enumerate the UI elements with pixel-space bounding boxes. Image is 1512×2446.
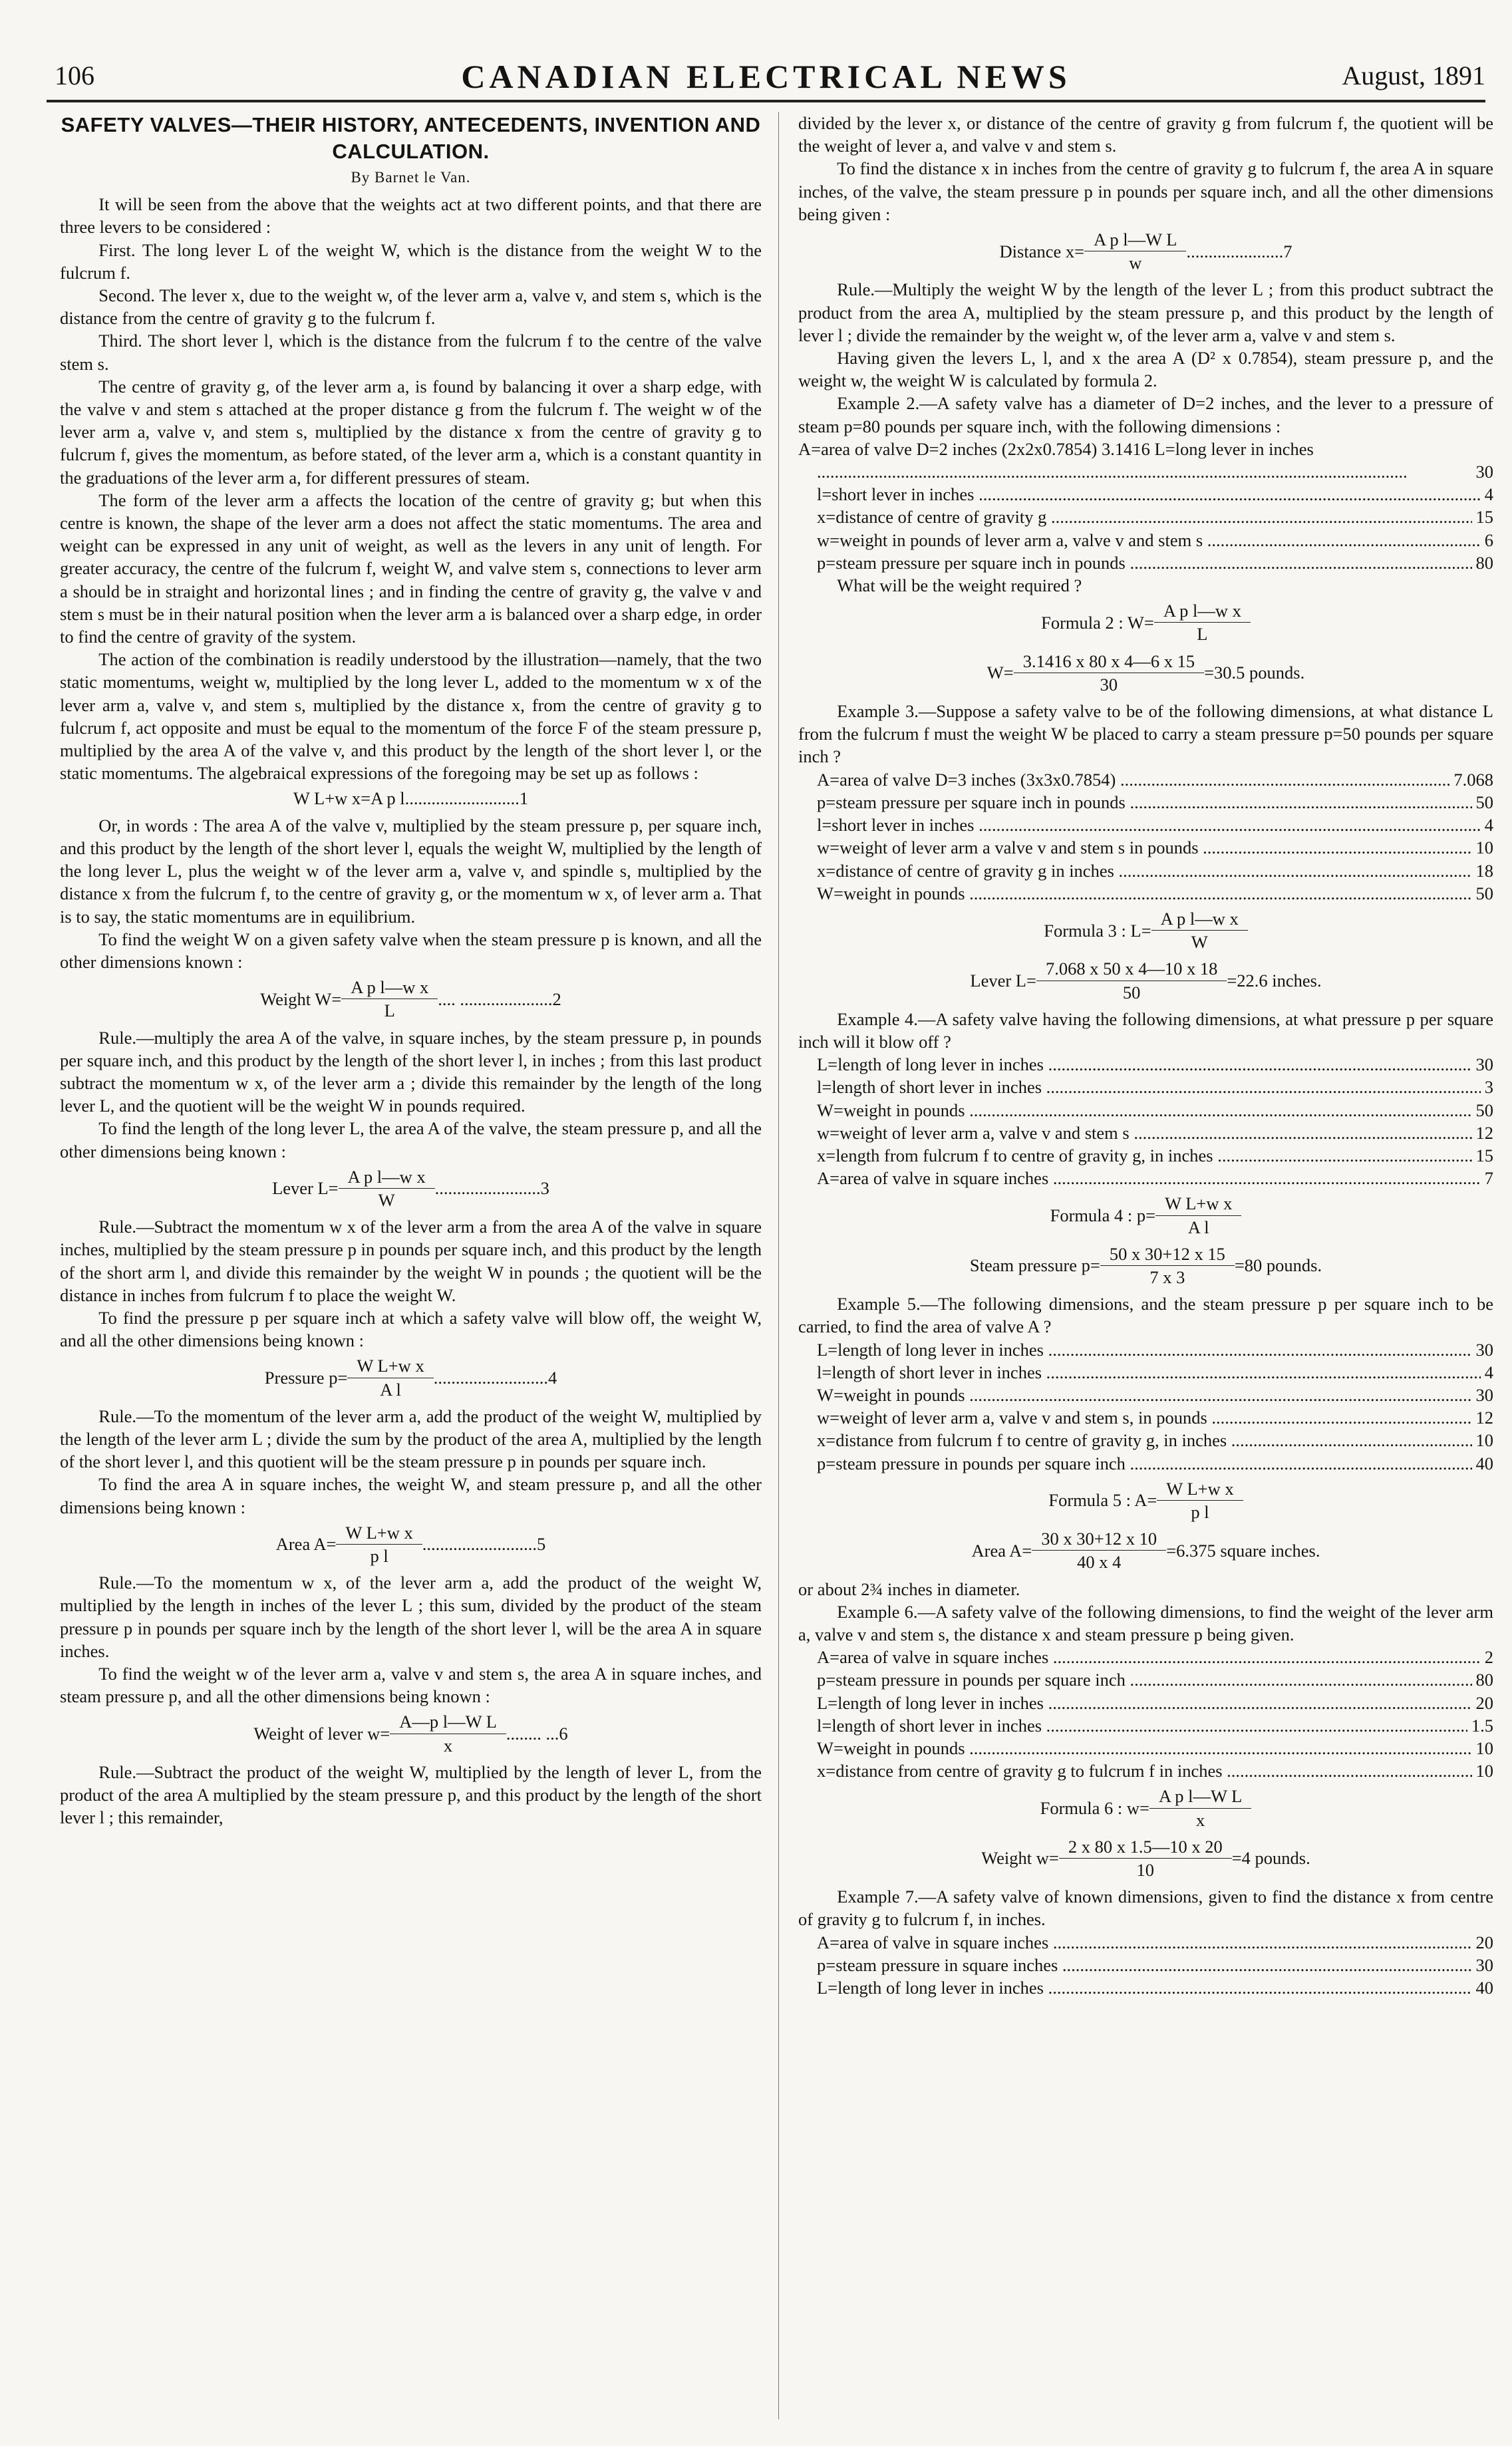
dimension-row xyxy=(798,882,1493,905)
formula-trail: =22.6 inches. xyxy=(1227,970,1322,991)
paragraph: To find the weight W on a given safety valve when the steam pressure p is known, and all the other dimensions known : xyxy=(60,929,762,972)
formula-lead: Weight w= xyxy=(981,1848,1059,1869)
dimension-label: w=weight in pounds of lever arm a, valve v and stem s ..... xyxy=(817,529,1481,551)
formula-trail: ......................7 xyxy=(1186,241,1292,261)
paragraph: Rule.—multiply the area A of the valve, in square inches, by the steam pressure p, in pounds per square inch, and this product by the length of the short lever l, in inches ; from this last product subtract the momentum w x, of the lever arm a ; divide this remainder by the length of the long lever L, and the quotient will be the weight W in pounds required. xyxy=(60,1027,762,1116)
paragraph: Having given the levers L, l, and x the area A (D² x 0.7854), steam pressure p, and the weight w, the weight W is calculated by formula 2. xyxy=(798,348,1493,391)
dimension-row xyxy=(798,814,1493,836)
dimension-row xyxy=(798,1384,1493,1406)
dimension-row xyxy=(798,1954,1493,1976)
dimension-row xyxy=(798,1144,1493,1167)
paragraph: Rule.—To the momentum of the lever arm a, add the product of the weight W, multiplied by the length of the lever arm L ; divide the sum by the product of the area A, multiplied by the length of the short lever l, and this quotient will be the steam pressure p in pounds per square inch. xyxy=(60,1406,762,1472)
dimension-value: 10 xyxy=(1475,1430,1493,1451)
fraction-numerator: W L+w x xyxy=(336,1521,422,1545)
dimension-label: l=length of short lever in inches ..... xyxy=(817,1076,1481,1098)
dimension-row xyxy=(798,529,1493,551)
formula-lead: Formula 4 : p= xyxy=(1050,1205,1156,1225)
dimension-label: p=steam pressure per square inch in pounds ..... xyxy=(817,551,1472,574)
formula-trail: =80 pounds. xyxy=(1234,1255,1322,1276)
dimension-value: 4 xyxy=(1484,815,1493,836)
formula xyxy=(798,1243,1493,1289)
fraction-numerator: A p l—w x xyxy=(339,1165,435,1189)
formula-lead: Area A= xyxy=(971,1540,1032,1561)
fraction-numerator: W L+w x xyxy=(1157,1477,1243,1501)
paragraph: Or, in words : The area A of the valve v, multiplied by the steam pressure p, per square inch, and this product by the length of the short lever l, equals the weight W, multiplied by the length of the long lever L, plus the weight w of the lever arm a, valve v, and spindle s, multiplied by the distance x from the fulcrum f, to the centre of gravity g, or the momentum w x, of lever arm a. That is to say, the static momentums are in equilibrium. xyxy=(60,815,762,927)
fraction xyxy=(341,976,438,1022)
fraction-numerator: 7.068 x 50 x 4—10 x 18 xyxy=(1036,957,1227,981)
dimension-row xyxy=(798,1167,1493,1189)
fraction xyxy=(390,1710,506,1756)
fraction-numerator: W L+w x xyxy=(347,1354,433,1378)
formula xyxy=(798,1192,1493,1238)
paragraph: A=area of valve D=2 inches (2x2x0.7854) 3.1416 L=long lever in inches xyxy=(798,438,1314,459)
fraction-numerator: 30 x 30+12 x 10 xyxy=(1032,1527,1166,1551)
fraction-denominator: A l xyxy=(1187,1217,1209,1237)
dimension-value: 4 xyxy=(1484,484,1493,505)
dimension-label: p=steam pressure in square inches ..... xyxy=(817,1954,1472,1976)
formula-lead: Pressure p= xyxy=(264,1367,348,1388)
fraction-denominator: p l xyxy=(1191,1501,1209,1522)
dimension-value: 15 xyxy=(1475,507,1493,528)
paragraph: Second. The lever x, due to the weight w, of the lever arm a, valve v, and stem s, which is the distance from the centre of gravity g to the fulcrum f. xyxy=(60,285,762,329)
masthead xyxy=(47,57,1485,100)
dimension-label: L=length of long lever in inches ..... xyxy=(817,1692,1472,1714)
dimension-value: 30 xyxy=(1475,462,1493,482)
formula xyxy=(60,1165,762,1211)
dimension-label: x=distance of centre of gravity g ..... xyxy=(817,506,1472,528)
fraction-numerator: A p l—W L xyxy=(1149,1785,1251,1808)
dimension-row xyxy=(798,1122,1493,1144)
fraction xyxy=(336,1521,422,1567)
dimension-value: 50 xyxy=(1475,1100,1493,1120)
paragraph: The centre of gravity g, of the lever arm a, is found by balancing it over a sharp edge, with the valve v and stem s attached at the proper distance g from the fulcrum f. The weight w of the lever arm a, valve v, and stem s, multiplied by the distance x from the centre of gravity g to fulcrum f, gives the momentum, as before stated, of the lever arm a, which is a constant quantity in the graduations of the lever arm a, for different pressures of steam. xyxy=(60,376,762,488)
fraction-numerator: A p l—w x xyxy=(341,976,438,999)
fraction-denominator: w xyxy=(1129,253,1142,273)
fraction-numerator: A p l—W L xyxy=(1084,228,1186,251)
dimension-value: 3 xyxy=(1484,1077,1493,1098)
formula-trail: ........ ...6 xyxy=(506,1724,568,1744)
paragraph: or about 2¾ inches in diameter. xyxy=(798,1579,1020,1599)
paragraph: Rule.—Subtract the momentum w x of the lever arm a from the area A of the valve in square inches, multiplied by the steam pressure p in pounds per square inch, and this product by the length of the short arm l, and divide this remainder by the weight W in pounds ; the quotient will be the distance in inches from fulcrum f to place the weight W. xyxy=(60,1217,762,1305)
formula xyxy=(798,1477,1493,1523)
dimension-value: 12 xyxy=(1475,1122,1493,1143)
fraction-denominator: W xyxy=(1191,932,1208,953)
formula xyxy=(798,1785,1493,1831)
dimension-row xyxy=(798,1976,1493,1999)
dimension-row xyxy=(798,1737,1493,1759)
fraction-denominator: L xyxy=(1197,624,1208,645)
formula-lead: Formula 5 : A= xyxy=(1048,1490,1157,1511)
dimension-row xyxy=(798,1646,1493,1668)
formula-lead: Formula 3 : L= xyxy=(1044,920,1151,941)
paragraph: To find the pressure p per square inch at which a safety valve will blow off, the weight W, and all the other dimensions being known : xyxy=(60,1307,762,1351)
dimension-row xyxy=(798,1692,1493,1714)
paragraph: Example 3.—Suppose a safety valve to be of the following dimensions, at what distance L from the fulcrum f must the weight W be placed to carry a steam pressure p=50 pounds per square inch ? xyxy=(798,701,1493,767)
dimension-label: p=steam pressure per square inch in pounds ..... xyxy=(817,791,1472,814)
fraction xyxy=(339,1165,435,1211)
dimension-value: 20 xyxy=(1475,1692,1493,1713)
dimension-row xyxy=(798,768,1493,791)
dimension-label: L=length of long lever in inches ..... xyxy=(817,1053,1472,1076)
dimension-value: 15 xyxy=(1475,1145,1493,1165)
fraction-denominator: 10 xyxy=(1136,1860,1155,1881)
fraction-numerator: A p l—w x xyxy=(1151,907,1248,931)
dimension-label: w=weight of lever arm a, valve v and stem s, in pounds ..... xyxy=(817,1406,1472,1429)
dimension-label: l=length of short lever in inches ..... xyxy=(817,1714,1467,1737)
dimension-row xyxy=(798,1759,1493,1782)
fraction xyxy=(1100,1243,1235,1289)
paragraph: To find the distance x in inches from the centre of gravity g to fulcrum f, the area A in square inches, of the valve, the steam pressure p in pounds per square inch, and all the other dimensions being given : xyxy=(798,158,1493,224)
dimension-value: 7 xyxy=(1484,1168,1493,1189)
dimension-value: 30 xyxy=(1475,1054,1493,1075)
formula xyxy=(798,650,1493,696)
paragraph: To find the area A in square inches, the weight W, and steam pressure p, and all the other dimensions being known : xyxy=(60,1474,762,1517)
formula-lead: Formula 2 : W= xyxy=(1041,612,1154,633)
equation: W L+w x=A p l..........................1 xyxy=(293,788,529,809)
dimension-row xyxy=(798,1668,1493,1691)
dimension-row xyxy=(798,1406,1493,1429)
paragraph: Third. The short lever l, which is the distance from the fulcrum f to the centre of the valve stem s. xyxy=(60,331,762,374)
dimension-label: l=length of short lever in inches ..... xyxy=(817,1361,1481,1384)
dimension-value: 50 xyxy=(1475,883,1493,903)
paragraph: Rule.—Subtract the product of the weight W, multiplied by the length of lever L, from the product of the area A multiplied by the steam pressure p, and this product by the length of the short lever l ; this remainder, xyxy=(60,1761,762,1828)
fraction xyxy=(1032,1527,1166,1573)
paragraph: Example 4.—A safety valve having the following dimensions, at what pressure p per square inch will it blow off ? xyxy=(798,1008,1493,1052)
dimension-row xyxy=(798,1429,1493,1452)
dimension-label: A=area of valve D=3 inches (3x3x0.7854) ..... xyxy=(817,768,1449,791)
formula-lead: Formula 6 : w= xyxy=(1040,1798,1149,1819)
formula-trail: =4 pounds. xyxy=(1231,1848,1310,1869)
formula xyxy=(60,1521,762,1567)
dimension-row xyxy=(798,836,1493,859)
dimension-label: W=weight in pounds ..... xyxy=(817,1737,1472,1759)
formula xyxy=(60,1710,762,1756)
dimension-value: 12 xyxy=(1475,1408,1493,1428)
dimension-label: w=weight of lever arm a, valve v and stem s ..... xyxy=(817,1122,1472,1144)
formula-lead: Weight W= xyxy=(260,989,342,1009)
dimension-row xyxy=(798,791,1493,814)
dimension-value: 80 xyxy=(1475,552,1493,573)
paragraph: Rule.—To the momentum w x, of the lever arm a, add the product of the weight W, multiplied by the length in inches of the lever L ; this sum, divided by the product of the steam pressure p in pounds per square inch by the length of the short lever l, will be the area A in square inches. xyxy=(60,1573,762,1661)
paragraph: Rule.—Multiply the weight W by the length of the lever L ; from this product subtract the product from the area A, multiplied by the steam pressure p, and this product by the length of lever l ; divide the remainder by the weight w, of the lever arm a, valve v and stem s. xyxy=(798,279,1493,345)
paragraph: What will be the weight required ? xyxy=(837,575,1082,596)
fraction xyxy=(1155,1192,1241,1238)
dimension-label: W=weight in pounds ..... xyxy=(817,1099,1472,1122)
fraction-numerator: A p l—w x xyxy=(1154,599,1251,623)
formula-lead: Weight of lever w= xyxy=(253,1724,390,1744)
dimension-row xyxy=(798,1076,1493,1098)
dimension-label: l=short lever in inches ..... xyxy=(817,483,1481,506)
formula xyxy=(798,957,1493,1003)
dimension-row xyxy=(798,859,1493,882)
dimension-label xyxy=(817,460,1472,483)
dimension-label: A=area of valve in square inches ..... xyxy=(817,1646,1481,1668)
formula-trail: ..........................5 xyxy=(422,1534,546,1555)
dimension-value: 80 xyxy=(1475,1670,1493,1690)
formula-lead: Distance x= xyxy=(999,241,1085,261)
paragraph: It will be seen from the above that the weights act at two different points, and that there are three levers to be considered : xyxy=(60,194,762,237)
formula xyxy=(798,1527,1493,1573)
formula xyxy=(798,228,1493,274)
dimension-row xyxy=(798,1099,1493,1122)
dimension-value: 30 xyxy=(1475,1954,1493,1975)
masthead-rule xyxy=(47,100,1485,102)
fraction xyxy=(1084,228,1186,274)
dimension-value: 6 xyxy=(1484,530,1493,550)
dimension-row xyxy=(798,1714,1493,1737)
fraction xyxy=(347,1354,433,1400)
dimension-label: L=length of long lever in inches ..... xyxy=(817,1338,1472,1361)
dimension-row xyxy=(798,506,1493,528)
dimension-value: 10 xyxy=(1475,1738,1493,1759)
article-title: SAFETY VALVES—THEIR HISTORY, ANTECEDENTS, INVENTION AND CALCULATION. xyxy=(61,113,761,163)
fraction xyxy=(1036,957,1227,1003)
dimension-label: x=distance of centre of gravity g in inches ..... xyxy=(817,859,1472,882)
dimension-label: p=steam pressure in pounds per square inch ..... xyxy=(817,1668,1472,1691)
dimension-value: 4 xyxy=(1484,1362,1493,1382)
dimension-row xyxy=(798,1338,1493,1361)
paragraph: Example 7.—A safety valve of known dimensions, given to find the distance x from centre of gravity g to fulcrum f, in inches. xyxy=(798,1887,1493,1930)
formula-trail: =30.5 pounds. xyxy=(1204,663,1305,683)
dimension-row xyxy=(798,1452,1493,1475)
dimension-value: 10 xyxy=(1475,1761,1493,1781)
fraction-denominator: x xyxy=(443,1735,453,1756)
dimension-label: x=length from fulcrum f to centre of gravity g, in inches ..... xyxy=(817,1144,1472,1167)
dimension-value: 50 xyxy=(1475,792,1493,812)
issue-date: August, 1891 xyxy=(1342,61,1485,90)
paragraph: Example 2.—A safety valve has a diameter of D=2 inches, and the lever to a pressure of steam p=80 pounds per square inch, with the following dimensions : xyxy=(798,393,1493,436)
paragraph: Example 6.—A safety valve of the following dimensions, to find the weight of the lever arm a, valve v and stem s, the distance x and steam pressure p being given. xyxy=(798,1601,1493,1644)
article-byline: By Barnet le Van. xyxy=(351,169,471,186)
fraction xyxy=(1059,1835,1232,1881)
fraction-numerator: 3.1416 x 80 x 4—6 x 15 xyxy=(1014,650,1204,673)
dimension-row xyxy=(798,1931,1493,1954)
dimension-label: A=area of valve in square inches ..... xyxy=(817,1167,1481,1189)
paragraph: To find the length of the long lever L, the area A of the valve, the steam pressure p, and all the other dimensions being known : xyxy=(60,1118,762,1161)
left-column xyxy=(60,112,762,1829)
fraction xyxy=(1014,650,1204,696)
formula-lead: Lever L= xyxy=(272,1178,339,1199)
formula xyxy=(60,1354,762,1400)
dimension-row xyxy=(798,1053,1493,1076)
fraction xyxy=(1149,1785,1251,1831)
dimension-row xyxy=(798,551,1493,574)
formula xyxy=(798,1835,1493,1881)
dimension-value: 40 xyxy=(1475,1453,1493,1473)
fraction-numerator: 2 x 80 x 1.5—10 x 20 xyxy=(1059,1835,1232,1859)
fraction-denominator: p l xyxy=(370,1545,388,1566)
paragraph: The action of the combination is readily understood by the illustration—namely, that the two static momentums, weight w, multiplied by the long lever L, added to the momentum w x of the lever arm a, valve v, and stem s, multiplied by the distance x, from the centre of gravity g to fulcrum f, act opposite and must be equal to the momentum of the force F of the steam pressure p, multiplied by the area A of the valve v, and this product by the length of the short lever l, or the static momentums. The algebraical expressions of the foregoing may be set up as follows : xyxy=(60,649,762,784)
dimension-value: 18 xyxy=(1475,860,1493,881)
formula xyxy=(798,907,1493,953)
formula-lead: Lever L= xyxy=(970,970,1036,991)
fraction-denominator: 7 x 3 xyxy=(1149,1267,1185,1287)
dimension-row xyxy=(798,460,1493,483)
dimension-value: 40 xyxy=(1475,1978,1493,1998)
publication-title: CANADIAN ELECTRICAL NEWS xyxy=(461,58,1071,95)
formula-lead: Steam pressure p= xyxy=(969,1255,1100,1276)
dimension-row xyxy=(798,1361,1493,1384)
fraction-denominator: W xyxy=(378,1189,395,1210)
fraction xyxy=(1154,599,1251,645)
dimension-value: 30 xyxy=(1475,1384,1493,1405)
fraction-numerator: W L+w x xyxy=(1155,1192,1241,1215)
dimension-value: 10 xyxy=(1475,838,1493,858)
dimension-label: W=weight in pounds ..... xyxy=(817,882,1472,905)
fraction-denominator: 50 xyxy=(1122,982,1141,1002)
dimension-label: A=area of valve in square inches ..... xyxy=(817,1931,1472,1954)
column-divider xyxy=(778,112,779,2419)
dimension-value: 30 xyxy=(1475,1339,1493,1360)
paragraph: The form of the lever arm a affects the location of the centre of gravity g; but when this centre is known, the shape of the lever arm a does not affect the static momentums. The area and weight can be expressed in any unit of weight, as well as the levers in any unit of length. For greater accuracy, the centre of the fulcrum f, weight W, and valve stem s, connections to lever arm a should be in straight and horizontal lines ; and in finding the centre of gravity g, the valve v and stem s must be in their natural position when the lever arm a is balanced over a sharp edge, in order to find the centre of gravity of the system. xyxy=(60,490,762,647)
paragraph: Example 5.—The following dimensions, and the steam pressure p per square inch to be carried, to find the area of valve A ? xyxy=(798,1294,1493,1337)
paragraph: divided by the lever x, or distance of the centre of gravity g from fulcrum f, the quotient will be the weight of lever a, and valve v and stem s. xyxy=(798,113,1493,156)
formula-trail: .... .....................2 xyxy=(438,989,561,1009)
formula-trail: ........................3 xyxy=(434,1178,549,1199)
fraction xyxy=(1151,907,1248,953)
fraction-numerator: A—p l—W L xyxy=(390,1710,506,1734)
paragraph: First. The long lever L of the weight W, which is the distance from the weight W to the fulcrum f. xyxy=(60,239,762,283)
fraction-denominator: 30 xyxy=(1100,674,1118,694)
formula xyxy=(60,976,762,1022)
page-number: 106 xyxy=(55,61,94,90)
dimension-label: x=distance from centre of gravity g to fulcrum f in inches ..... xyxy=(817,1759,1472,1782)
dimension-value: 20 xyxy=(1475,1932,1493,1952)
dimension-row xyxy=(798,483,1493,506)
dimension-label: p=steam pressure in pounds per square inch ..... xyxy=(817,1452,1472,1475)
right-column xyxy=(798,112,1493,1999)
formula-lead: Area A= xyxy=(275,1534,337,1555)
dimension-value: 7.068 xyxy=(1453,769,1493,790)
dimension-label: l=short lever in inches ..... xyxy=(817,814,1481,836)
dimension-value: 1.5 xyxy=(1471,1715,1493,1736)
dimension-label: w=weight of lever arm a valve v and stem s in pounds ..... xyxy=(817,836,1472,859)
fraction-numerator: 50 x 30+12 x 15 xyxy=(1100,1243,1235,1266)
fraction-denominator: A l xyxy=(380,1379,401,1400)
dimension-label: W=weight in pounds ..... xyxy=(817,1384,1472,1406)
formula-trail: =6.375 square inches. xyxy=(1166,1540,1320,1561)
fraction xyxy=(1157,1477,1243,1523)
formula xyxy=(798,599,1493,645)
dimension-value: 2 xyxy=(1484,1647,1493,1668)
dimension-label: x=distance from fulcrum f to centre of gravity g, in inches ..... xyxy=(817,1429,1472,1452)
formula-lead: W= xyxy=(986,663,1014,683)
fraction-denominator: x xyxy=(1196,1809,1205,1830)
paragraph: To find the weight w of the lever arm a, valve v and stem s, the area A in square inches, and steam pressure p, and all the other dimensions being known : xyxy=(60,1664,762,1707)
formula-trail: ..........................4 xyxy=(433,1367,557,1388)
fraction-denominator: 40 x 4 xyxy=(1077,1552,1122,1573)
fraction-denominator: L xyxy=(384,1000,395,1021)
dimension-label: L=length of long lever in inches ..... xyxy=(817,1976,1472,1999)
